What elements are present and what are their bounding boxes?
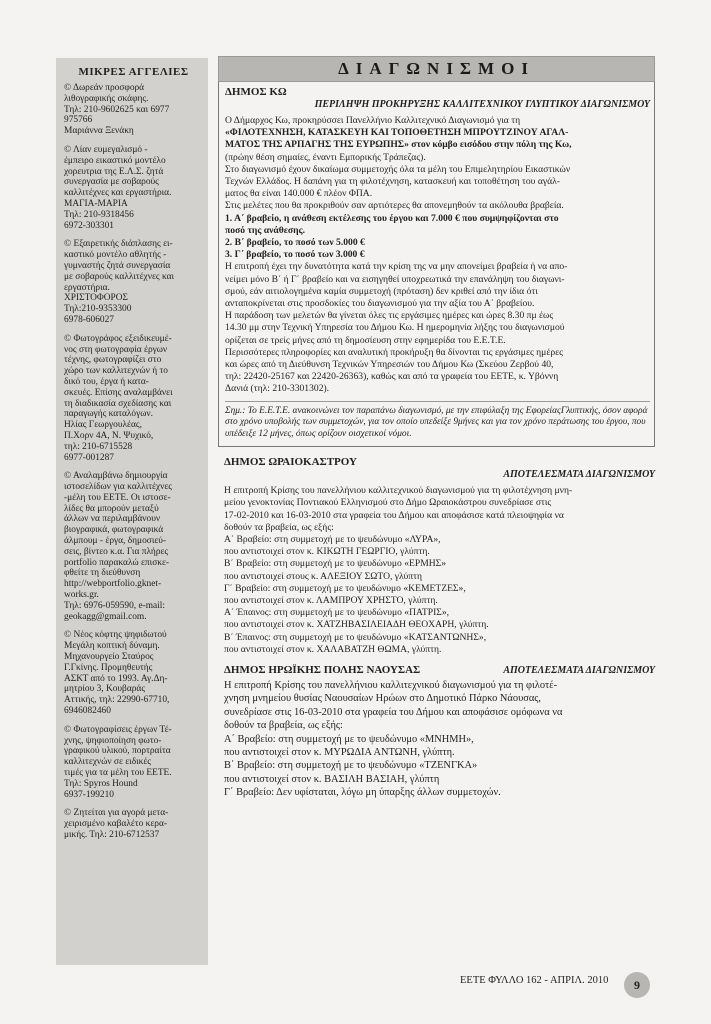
classified-ad-line: http://webportfolio.gknet- (64, 579, 162, 590)
text-line: συνεδρίασε στις 16-03-2010 στα γραφεία του Δήμου και αποφάσισε ομόφωνα να (224, 706, 563, 718)
classified-ad-line: ΜΑΓΙΑ-ΜΑΡΙΑ (64, 198, 128, 209)
classified-ad-line: χνης, ψηφιοποίηση φωτο- (64, 735, 162, 746)
text-line: που αντιστοιχεί στον κ. ΜΥΡΩΔΙΑ ΑΝΤΩΝΗ, γλύπτη. (224, 747, 455, 759)
classified-ad-line: φθείτε τη διεύθυνση (64, 568, 141, 579)
text-line: νείμει μόνο Β΄ ή Γ΄ βραβείο και να εισηγηθεί υποχρεωτικά την επανάληψη του διαγωνι- (225, 273, 565, 285)
classified-ad-line: Μεγάλη κοπτική δύναμη. (64, 641, 160, 652)
classified-ad-line: Τηλ: 210-9602625 και 6977 (64, 104, 170, 115)
classified-ad-line: δικό του, έργα ή κατα- (64, 376, 149, 387)
classified-ad (64, 334, 203, 464)
classified-ad-line: μητρίου 3, Κουβαράς (64, 684, 146, 695)
text-line: Στις μελέτες που θα προκριθούν σαν αρτιότερες θα απονεμηθούν τα ακόλουθα βραβεία. (225, 200, 564, 212)
text-line: Στο διαγωνισμό έχουν δικαίωμα συμμετοχής όλα τα μέλη του Επιμελητηρίου Εικαστικών (225, 163, 571, 175)
classified-ad (64, 471, 203, 622)
text-line: Γ΄ Βραβείο: στη συμμετοχή με το ψευδώνυμο «ΚΕΜΕΤΖΕΣ», (224, 582, 466, 594)
classified-ad (64, 725, 203, 801)
classified-ad-line: 6978-606027 (64, 314, 114, 325)
text-line: ΜΑΤΟΣ ΤΗΣ ΑΡΠΑΓΗΣ ΤΗΣ ΕΥΡΩΠΗΣ» στον κόμβο εισόδου στην πόλη της Κω, (225, 139, 572, 151)
text-line: Η επιτροπή Κρίσης του πανελλήνιου καλλιτεχνικού διαγωνισμού για τη φιλοτέ- (224, 680, 558, 692)
classified-ad-line: © Αναλαμβάνω δημιουργία (64, 471, 168, 482)
classified-ad-line: Αττικής, τηλ: 22990-67710, (64, 695, 170, 706)
text-line: Σημ.: Το Ε.Ε.Τ.Ε. ανακοινώνει τον παραπάνω διαγωνισμό, με την επιφύλαξη της Εφορείας (225, 405, 561, 416)
classified-ad-line: χορευτρια της Ε.Λ.Σ. ζητά (64, 166, 164, 177)
text-line: Τεχνών Ελλάδος. Η δαπάνη για τη φιλοτέχνηση, κατασκευή και τοποθέτηση του αγάλ- (225, 176, 560, 188)
classified-ad-line: Γ.Γκίνης. Προμηθευτής (64, 662, 153, 673)
classified-ad-line: σεις, βίντεο κ.α. Για πλήρες (64, 546, 169, 557)
classified-ad-line: Τηλ:210-9353300 (64, 304, 132, 315)
text-line: Ο Δήμαρχος Κω, προκηρύσσει Πανελλήνιο Καλλιτεχνικό Διαγωνισμό για τη (225, 115, 521, 126)
text-line: και ώρες από τη Διεύθυνση Τεχνικών Υπηρεσιών του Δήμου Κω (Σκεύου Ζερβού 40, (225, 359, 554, 371)
text-line: μήνες και για τον χρόνο περάτωσης του έργου, που υπέδειξε 12 μήνες, όπως ορίζουν οι (225, 417, 646, 439)
classified-ad-line: τέχνης, φωτογραφίζει στο (64, 355, 162, 366)
footer-issue: ΕΕΤΕ ΦΥΛΛΟ 162 - ΑΠΡΙΛ. 2010 (460, 975, 609, 986)
text-line: Η επιτροπή Κρίσης του πανελλήνιου καλλιτεχνικού διαγωνισμού για τη φιλοτέχνηση μνη- (224, 485, 573, 497)
text-line: Β΄ Βραβείο: στη συμμετοχή με το ψευδώνυμο «ΕΡΜΗΣ» (224, 558, 447, 570)
classified-ad (64, 808, 203, 840)
competitions-column (218, 56, 655, 800)
classified-ad-line: works.gr. (64, 590, 99, 601)
classified-ad-line: © Φωτογραφίσεις έργων Τέ- (64, 724, 172, 735)
text-line: ματος θα είναι 140.000 € πλέον ΦΠΑ. (225, 188, 373, 200)
classified-ad-line: 975766 (64, 115, 93, 126)
text-line: σχετικοί νόμοι. (355, 428, 412, 439)
classified-ad-line: geokagg@gmail.com. (64, 611, 147, 622)
text-line: τηλ: 22420-25167 και 22420-26363), καθώς και από τα γραφεία του ΕΕΤΕ, κ. Υβόννη (225, 371, 559, 383)
classified-ad-line: σκευές. Επίσης αναλαμβάνει (64, 387, 173, 398)
classified-ad-line: 6937-199210 (64, 789, 114, 800)
text-line: χνηση μνημείου θυσίας Ναουσαίων Ηρώων στο Δημοτικό Πάρκο Νάουσας, (224, 693, 541, 705)
text-line: που αντιστοιχεί στον κ. ΚΙΚΩΤΗ ΓΕΩΡΓΙΟ, γλύπτη. (224, 546, 430, 558)
text-line: ορίζεται σε τρείς μήνες από τη δημοσίευση στην εφημερίδα του Ε.Ε.Τ.Ε. (225, 334, 506, 346)
classified-ad (64, 239, 203, 325)
text-line: Δανιά (τηλ: 210-3301302). (225, 383, 330, 395)
classified-ad-line: © Νέος κόφτης ψηφιδωτού (64, 630, 167, 641)
text-line: (πρώην θέση σημαίες, έναντι Εμπορικής Τράπεζας). (225, 151, 426, 163)
oraiokastro-subheading: ΑΠΟΤΕΛΕΣΜΑΤΑ ΔΙΑΓΩΝΙΣΜΟΥ (503, 469, 655, 481)
oraiokastro-body (218, 485, 655, 656)
classified-ad-line: 6972-303301 (64, 220, 114, 231)
classified-ad-line: Τηλ: Spyros Hound (64, 778, 138, 789)
classified-ad-line: © Φωτογράφος εξειδικευμέ- (64, 333, 172, 344)
kos-subheading: ΠΕΡΙΛΗΨΗ ΠΡΟΚΗΡΥΞΗΣ ΚΑΛΛΙΤΕΧΝΙΚΟΥ ΓΛΥΠΤΙΚΟΥ ΔΙΑΓΩΝΙΣΜΟΥ (314, 99, 650, 110)
classified-ad-line: γραφικού υλικού, πορτραίτα (64, 746, 171, 757)
text-line: που αντιστοιχεί στον κ. ΧΑΤΖΗΒΑΣΙΛΕΙΑΔΗ ΘΕΟΧΑΡΗ, γλύπτη. (224, 619, 489, 631)
text-line: Γ΄ Βραβείο: Δεν υφίσταται, λόγω μη ύπαρξης άλλων συμμετοχών. (224, 787, 501, 799)
kos-section (218, 82, 655, 447)
classified-ad-line: © Δωρεάν προσφορά (64, 83, 145, 93)
classified-ad-line: -μέλη του ΕΕΤΕ. Οι ιστοσε- (64, 492, 171, 503)
classified-ad-line: νος στη φωτογραφία έργων (64, 344, 168, 355)
text-line: 1. Α΄ βραβείο, η ανάθεση εκτέλεσης του έργου και 7.000 € που συμψηφίζονται στο (225, 212, 559, 224)
naousa-body (218, 679, 655, 800)
classified-ad-line: portfolio παρακαλώ επισκε- (64, 557, 170, 568)
text-line: που αντιστοιχεί στους κ. ΑΛΕΞΙΟΥ ΣΩΤΟ, γλύπτη (224, 570, 422, 582)
text-line: Β΄ Έπαινος: στη συμμετοχή με το ψευδώνυμο «ΚΑΤΣΑΝΤΩΝΗΣ», (224, 631, 487, 643)
naousa-municipality: ΔΗΜΟΣ ΗΡΩΪΚΗΣ ΠΟΛΗΣ ΝΑΟΥΣΑΣ (224, 664, 421, 677)
classified-ad-line: λιθογραφικής σκάφης. (64, 93, 149, 104)
text-line: Η επιτροπή έχει την δυνατότητα κατά την κρίση της να μην απονείμει βραβεία ή να απο- (225, 261, 568, 273)
classified-ad-line: καστικό μοντέλο αθλητής - (64, 250, 167, 261)
classified-ad-line: χώρο των καλλιτεχνών ή το (64, 366, 168, 377)
oraiokastro-header (224, 456, 655, 468)
classified-ad-line: Τηλ: 6976-059590, e-mail: (64, 600, 166, 611)
classified-ad-line: ΑΣΚΤ από το 1993. Αγ.Δη- (64, 673, 168, 684)
classified-ad-line: 6977-001287 (64, 452, 114, 463)
classified-ad-line: ΧΡΙΣΤΟΦΟΡΟΣ (64, 293, 128, 304)
classified-ad-line: έμπειρο εικαστικό μοντέλο (64, 155, 166, 166)
oraiokastro-municipality: ΔΗΜΟΣ ΩΡΑΙΟΚΑΣΤΡΟΥ (224, 456, 357, 469)
text-line: μείου γενοκτονίας Ποντιακού Ελληνισμού στο Δήμο Ωραιοκάστρου συνεδρίασε στις (224, 497, 552, 509)
classifieds-title: ΜΙΚΡΕΣ ΑΓΓΕΛΙΕΣ (78, 66, 189, 78)
text-line: 14.30 μμ στην Τεχνική Υπηρεσία του Δήμου Κω. Η ημερομηνία λήξης του διαγωνισμού (225, 322, 565, 334)
naousa-header (224, 664, 655, 676)
text-line: Περισσότερες πληροφορίες και αναλυτική προκήρυξη θα δίνονται τις εργάσιμες ημέρες (225, 346, 563, 358)
classified-ad-line: με σοβαρούς καλλιτέχνες και (64, 271, 175, 282)
text-line: 2. Β΄ βραβείο, το ποσό των 5.000 € (225, 237, 365, 249)
classified-ad-line: © Ζητείται για αγορά μετα- (64, 808, 169, 819)
text-line: Η παράδοση των μελετών θα γίνεται όλες τις εργάσιμες ημέρες και ώρες 8.30 πμ έως (225, 310, 554, 322)
classified-ad-line: χειρισμένο καβαλέτο κερα- (64, 819, 167, 830)
classified-ad-line: ιστοσελίδων για καλλιτέχνες (64, 482, 172, 493)
classified-ads-list (64, 83, 203, 841)
competitions-banner: ΔΙΑΓΩΝΙΣΜΟΙ (218, 56, 655, 82)
classified-ad-line: γυμναστής ζητά συνεργασία (64, 260, 171, 271)
classified-ad (64, 83, 203, 137)
text-line: δοθούν τα βραβεία, ως εξής: (224, 521, 334, 533)
classified-ad-line: άλλων να περιλαμβάνουν (64, 514, 161, 525)
text-line: Α΄ Βραβείο: στη συμμετοχή με το ψευδώνυμο «ΜΝΗΜΗ», (224, 733, 474, 745)
kos-municipality: ΔΗΜΟΣ ΚΩ (225, 86, 287, 98)
classified-ad-line: μικής. Τηλ: 210-6712537 (64, 830, 160, 840)
classified-ad-line: άλμπουμ - έργα, δημοσιεύ- (64, 536, 167, 547)
text-line: ανταποκρίνεται στις προσδοκίες του διαγωνισμού για την αξία του Α΄ βραβείου. (225, 298, 535, 310)
classified-ad-line: καλλιτεχνών σε ειδικές (64, 757, 152, 768)
classified-ad-line: © Εξαιρετικής διάπλασης ει- (64, 239, 173, 250)
text-line: Α΄ Έπαινος: στη συμμετοχή με το ψευδώνυμο «ΠΑΤΡΙΣ», (224, 607, 450, 619)
classified-ad-line: © Λίαν ευμεγαλισμό - (64, 144, 148, 155)
kos-note (225, 401, 650, 441)
text-line: που αντιστοιχεί στον κ. ΛΑΜΠΡΟΥ ΧΡΗΣΤΟ, γλύπτη. (224, 595, 438, 606)
text-line: Α΄ Βραβείο: στη συμμετοχή με το ψευδώνυμο «ΛΥΡΑ», (224, 533, 441, 545)
classified-ad-line: καλλιτέχνες και εργαστήρια. (64, 188, 172, 199)
text-line: 3. Γ΄ βραβείο, το ποσό των 3.000 € (225, 249, 365, 261)
classified-ad-line: Τηλ: 210-9318456 (64, 209, 134, 220)
page-number: 9 (624, 972, 650, 998)
classified-ad-line: Ηλίας Γεωργουλέας, (64, 420, 142, 431)
text-line: «ΦΙΛΟΤΕΧΝΗΣΗ, ΚΑΤΑΣΚΕΥΗ ΚΑΙ ΤΟΠΟΘΕΤΗΣΗ ΜΠΡΟΥΤΖΙΝΟΥ ΑΓΑΛ- (225, 127, 569, 139)
classified-ad-line: τηλ: 210-6715528 (64, 441, 133, 452)
classified-ad-line: λίδες θα μπορούν μεταξύ (64, 503, 159, 514)
text-line: σμού, εάν αιτιολογημένα καμία συμμετοχή (πρόταση) δεν κριθεί από την ίδια ότι (225, 285, 538, 297)
classified-ad-line: Μηχανουργείο Σταύρος (64, 652, 154, 663)
classified-ad-line: Π.Χορν 4Α, Ν. Ψυχικό, (64, 430, 154, 441)
text-line: ποσό της ανάθεσης. (225, 224, 305, 236)
text-line: Γλυπτικής, όσον αφορά στο χρόνο υποβολής των συμμετοχών, για τον οποίο υπεδείξε 9 (225, 405, 648, 428)
text-line: που αντιστοιχεί στον κ. ΒΑΣΙΛΗ ΒΑΣΙΑΗ, γλύπτη (224, 773, 440, 785)
text-line: που αντιστοιχεί στον κ. ΧΑΛΑΒΑΤΖΗ ΘΩΜΑ, γλύπτη. (224, 643, 442, 655)
classified-ad-line: τη διαδικασία σχεδίασης και (64, 398, 172, 409)
classified-ad-line: παραγωγής καταλόγων. (64, 409, 154, 420)
classifieds-sidebar (56, 58, 208, 965)
classified-ad (64, 145, 203, 231)
classified-ad-line: Μαριάννα Ξενάκη (64, 126, 134, 137)
text-line: δοθούν τα βραβεία, ως εξής: (224, 720, 343, 732)
classified-ad-line: τιμές για τα μέλη του ΕΕΤΕ. (64, 768, 172, 779)
classified-ad-line: εργαστήρια. (64, 282, 110, 293)
classified-ad-line: βιογραφικά, φωτογραφικά (64, 525, 164, 536)
classified-ad (64, 630, 203, 716)
classified-ad-line: συνεργασία με σοβαρούς (64, 177, 159, 188)
classified-ad-line: 6946082460 (64, 706, 111, 717)
text-line: 17-02-2010 και 16-03-2010 στα γραφεία του Δήμου και αποφάσισε κατά πλειοψηφία να (224, 509, 564, 521)
text-line: Β΄ Βραβείο: στη συμμετοχή με το ψευδώνυμο «ΤΖΕΝΓΚΑ» (224, 760, 478, 772)
kos-body (225, 115, 650, 396)
naousa-subheading: ΑΠΟΤΕΛΕΣΜΑΤΑ ΔΙΑΓΩΝΙΣΜΟΥ (503, 665, 655, 677)
